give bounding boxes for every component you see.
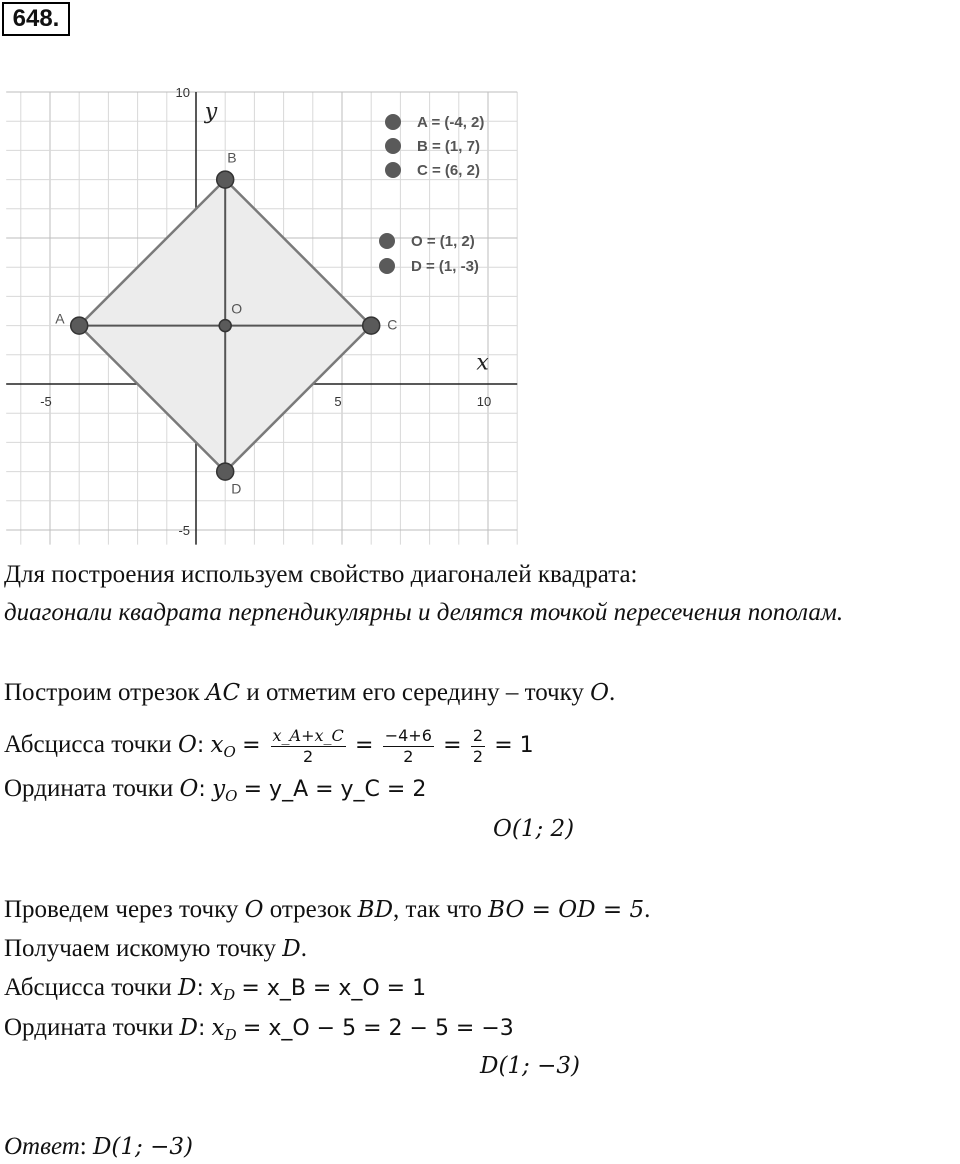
point-label-C: C bbox=[387, 316, 398, 333]
get-d-line: Получаем искомую точку D. bbox=[4, 935, 307, 962]
point-A bbox=[71, 317, 88, 334]
y-tick-label: 10 bbox=[175, 85, 190, 100]
x-tick-label: 5 bbox=[334, 394, 342, 409]
legend-entry: C = (6, 2) bbox=[417, 162, 480, 179]
legend-dot bbox=[379, 258, 395, 274]
point-label-O: O bbox=[231, 300, 243, 317]
legend-entry: O = (1, 2) bbox=[411, 233, 475, 250]
legend-entry: A = (-4, 2) bbox=[417, 114, 485, 131]
legend-dot bbox=[385, 138, 401, 154]
legend-dot bbox=[385, 162, 401, 178]
d-coordinates: D(1; −3) bbox=[480, 1053, 580, 1079]
x-tick-label: -5 bbox=[40, 394, 52, 409]
problem-number: 648. bbox=[2, 2, 70, 36]
point-B bbox=[217, 171, 234, 188]
x-axis-label: x bbox=[476, 350, 489, 376]
fraction-2: $\frac{-4+6}{2}$ bbox=[384, 726, 432, 766]
fraction-1: $\frac{x\_A+x\_C}{2}$ bbox=[272, 726, 344, 766]
answer-line: Ответ: D(1; −3) bbox=[4, 1133, 193, 1160]
point-O bbox=[219, 320, 231, 332]
through-o-line: Проведем через точку O отрезок BD, так что BO = OD = 5. bbox=[4, 896, 651, 923]
y-tick-label: -5 bbox=[178, 523, 190, 538]
abscissa-d-line: Абсцисса точки D: $x_D$ = x_B = x_O = 1 bbox=[4, 974, 427, 1004]
ordinate-d-line: Ордината точки D: $x_D$ = x_O − 5 = 2 − 5 = −3 bbox=[4, 1014, 514, 1044]
abscissa-o-line: Абсцисса точки O: $x_O$ = $\frac{x\_A+x\_C}{2}$ = $\frac{-4+6}{2}$ = $\frac{2}{2}$ = 1 bbox=[4, 726, 534, 766]
fraction-3: $\frac{2}{2}$ bbox=[472, 726, 483, 766]
point-label-D: D bbox=[231, 480, 242, 497]
intro-line: Для построения используем свойство диагоналей квадрата: bbox=[4, 561, 638, 588]
legend-entry: D = (1, -3) bbox=[411, 258, 479, 275]
point-label-A: A bbox=[55, 310, 65, 327]
point-label-B: B bbox=[227, 149, 237, 166]
ordinate-o-line: Ордината точки O: $y_O$ = y_A = y_C = 2 bbox=[4, 775, 427, 805]
y-axis-label: y bbox=[204, 99, 218, 125]
legend-dot bbox=[379, 233, 395, 249]
x-tick-label: 10 bbox=[476, 394, 492, 409]
legend-entry: B = (1, 7) bbox=[417, 138, 480, 155]
point-D bbox=[217, 463, 234, 480]
legend-dot bbox=[385, 114, 401, 130]
o-coordinates: O(1; 2) bbox=[493, 816, 575, 842]
property-line: диагонали квадрата перпендикулярны и делятся точкой пересечения пополам. bbox=[4, 599, 844, 626]
legend bbox=[379, 114, 484, 275]
coordinate-plot bbox=[0, 80, 530, 555]
build-ac-line: Построим отрезок AC и отметим его середину – точку O. bbox=[4, 679, 616, 706]
point-C bbox=[363, 317, 380, 334]
